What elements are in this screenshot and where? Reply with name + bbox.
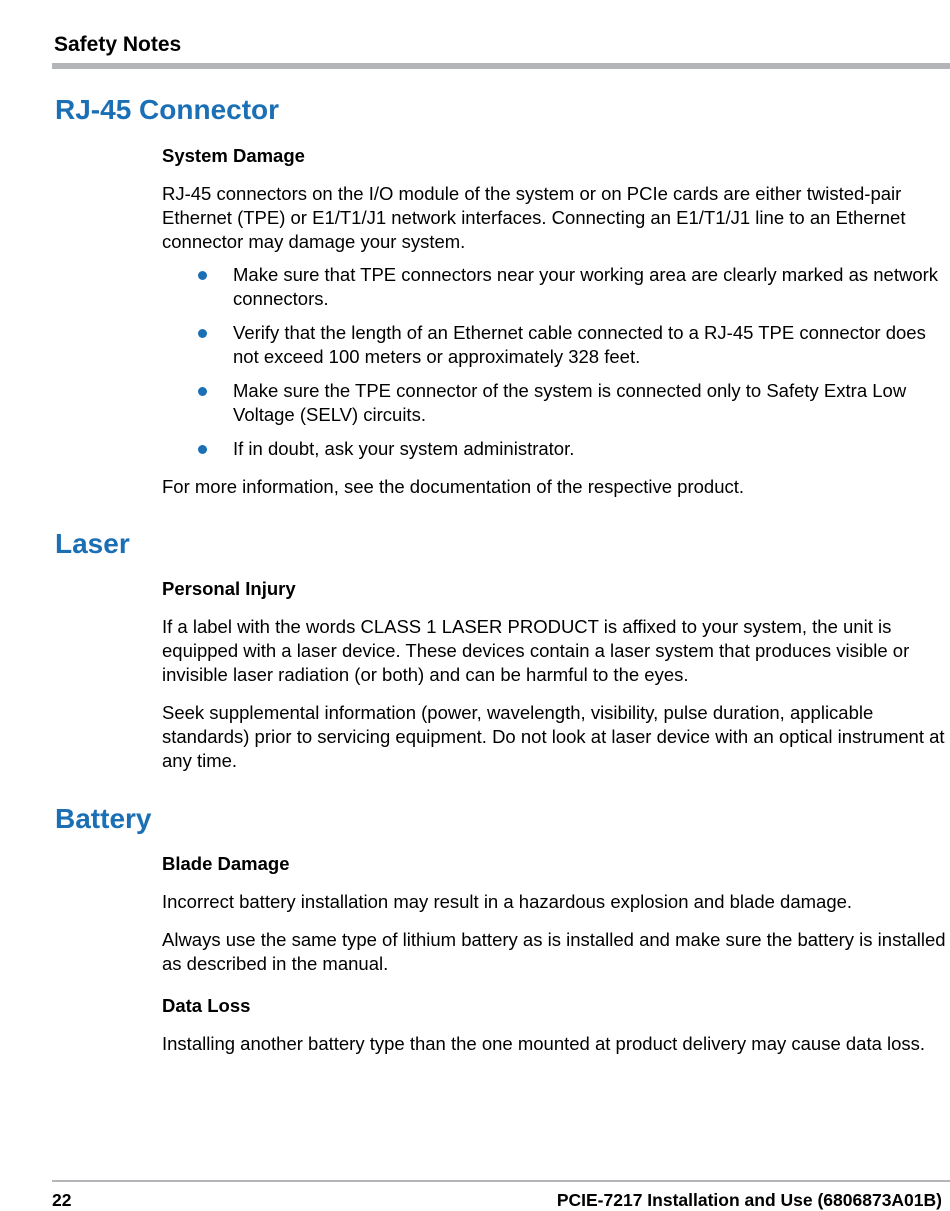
list-item [162,263,948,311]
laser-paragraph-1: If a label with the words CLASS 1 LASER PRODUCT is affixed to your system, the unit is equipped with a laser device. These devices contain a laser system that produces visible or invisible laser radiation (or both) and can be harmful to the eyes. [162,616,910,685]
subheading-data-loss: Data Loss [162,995,251,1016]
subheading-system-damage: System Damage [162,145,305,166]
section-battery-body [162,852,948,1056]
rj45-closing-paragraph: For more information, see the documentation of the respective product. [162,476,745,497]
section-title-rj45: RJ-45 Connector [55,94,280,125]
section-title-battery: Battery [55,803,152,834]
bullet-text: If in doubt, ask your system administrator. [233,438,575,459]
laser-paragraph-2: Seek supplemental information (power, wavelength, visibility, pulse duration, applicable standards) prior to servicing equipment. Do not look at laser device with an optical instrument at any time. [162,702,945,771]
header-rule [52,63,950,69]
bullet-text: Make sure that TPE connectors near your working area are clearly marked as network connectors. [233,264,939,309]
battery-paragraph-1: Incorrect battery installation may result in a hazardous explosion and blade damage. [162,891,853,912]
list-item [162,321,948,369]
bullet-text: Verify that the length of an Ethernet cable connected to a RJ-45 TPE connector does not exceed 100 meters or approximately 328 feet. [233,322,926,367]
section-rj45-body [162,144,948,499]
rj45-intro-paragraph: RJ-45 connectors on the I/O module of the system or on PCIe cards are either twisted-pair Ethernet (TPE) or E1/T1/J1 network interfaces. Connecting an E1/T1/J1 line to an Ethernet connector may damage your system. [162,183,906,252]
document-title: PCIE-7217 Installation and Use (6806873A01B) [556,1190,942,1210]
footer-rule [52,1180,950,1182]
subheading-blade-damage: Blade Damage [162,853,290,874]
bullet-icon [198,329,207,338]
bullet-icon [198,271,207,280]
section-laser-body [162,577,948,773]
running-header-title: Safety Notes [54,33,182,56]
battery-paragraph-3: Installing another battery type than the one mounted at product delivery may cause data loss. [162,1033,926,1054]
rj45-bullet-list [162,263,948,461]
section-title-laser: Laser [55,528,130,559]
list-item [162,437,948,461]
bullet-icon [198,445,207,454]
bullet-icon [198,387,207,396]
page-number: 22 [52,1190,72,1210]
battery-paragraph-2: Always use the same type of lithium battery as is installed and make sure the battery is installed as described in the manual. [162,929,946,974]
list-item [162,379,948,427]
bullet-text: Make sure the TPE connector of the system is connected only to Safety Extra Low Voltage (SELV) circuits. [233,380,907,425]
subheading-personal-injury: Personal Injury [162,578,296,599]
